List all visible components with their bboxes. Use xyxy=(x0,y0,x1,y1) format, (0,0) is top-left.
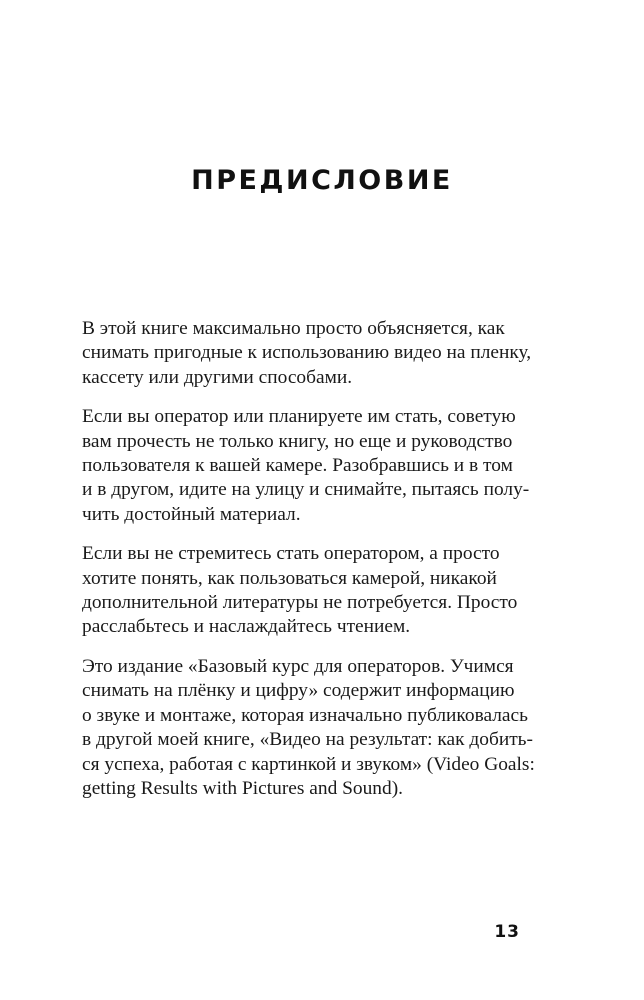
paragraph-3 xyxy=(82,542,528,640)
text-line: снимать на плёнку и цифру» содержит информацию xyxy=(82,680,515,702)
text-line: В этой книге максимально просто объясняется, как xyxy=(82,318,505,339)
paragraph-4 xyxy=(82,655,535,801)
text-line: пользователя к вашей камере. Разобравшись и в том xyxy=(82,455,513,477)
text-line: Это издание «Базовый курс для операторов. Учимся xyxy=(82,655,514,677)
text-line: в другой моей книге, «Видео на результат: как добить- xyxy=(82,729,533,751)
text-line: вам прочесть не только книгу, но еще и руководство xyxy=(82,430,513,452)
text-line: снимать пригодные к использованию видео на пленку, xyxy=(82,342,532,364)
text-line: ся успеха, работая с картинкой и звуком» (Video Goals: xyxy=(82,753,535,775)
text-line: Если вы не стремитесь стать оператором, а просто xyxy=(82,543,500,565)
text-line: и в другом, идите на улицу и снимайте, пытаясь полу- xyxy=(82,479,530,501)
chapter-heading: ПРЕДИСЛОВИЕ xyxy=(191,165,453,196)
text-line: дополнительной литературы не потребуется. Просто xyxy=(82,592,518,614)
page-number: 13 xyxy=(494,922,520,942)
paragraph-1 xyxy=(82,317,532,390)
paragraph-2 xyxy=(82,405,528,527)
text-line: getting Results with Pictures and Sound). xyxy=(82,777,404,799)
text-line: кассету или другими способами. xyxy=(82,366,353,388)
text-line: расслабьтесь и наслаждайтесь чтением. xyxy=(82,616,411,638)
text-line: Если вы оператор или планируете им стать, советую xyxy=(82,406,516,428)
body-text xyxy=(82,317,535,816)
text-line: о звуке и монтаже, которая изначально публиковалась xyxy=(82,704,528,726)
text-line: чить достойный материал. xyxy=(82,503,301,525)
text-line: хотите понять, как пользоваться камерой, никакой xyxy=(82,567,497,589)
